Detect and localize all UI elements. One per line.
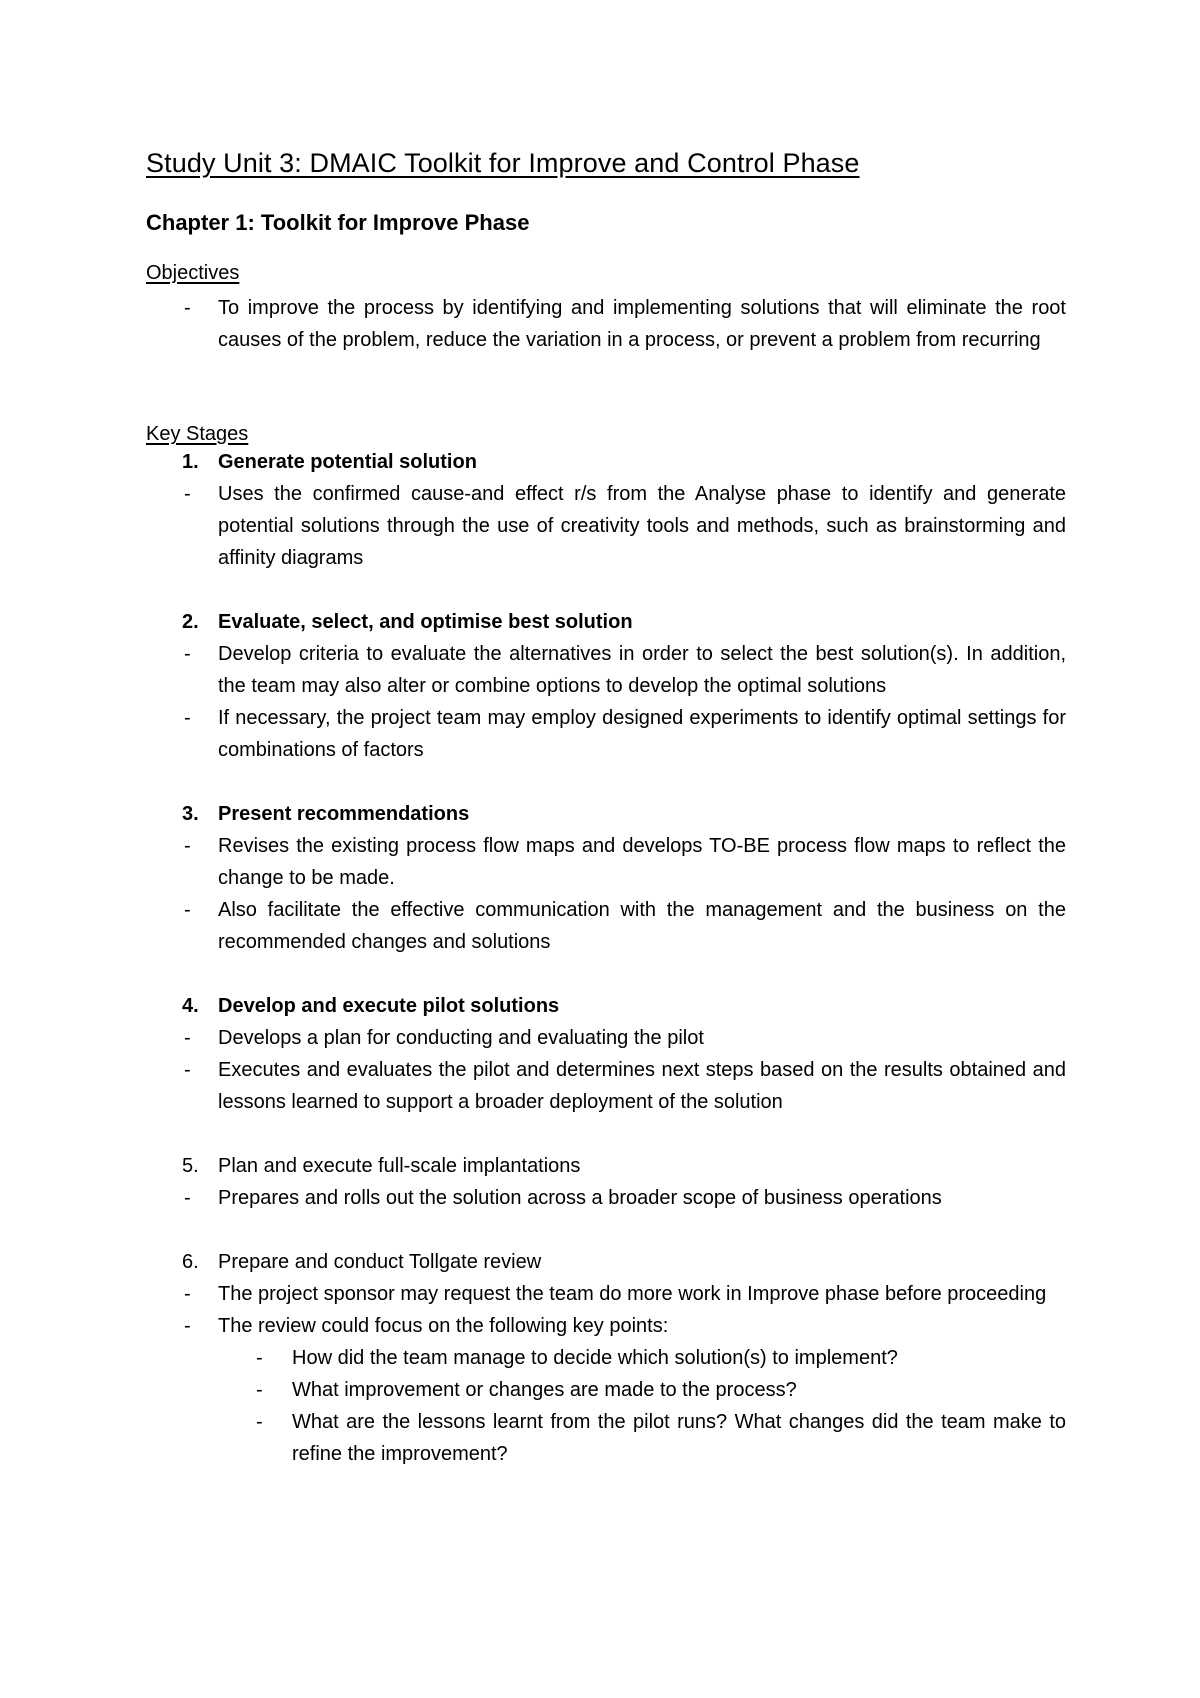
stage-title: Generate potential solution: [218, 451, 477, 473]
stage-number: 2.: [182, 611, 199, 633]
stage-6-subpoint: [146, 1406, 1066, 1470]
stage-6-point: [146, 1310, 1066, 1342]
stage-2-point: [146, 702, 1066, 766]
objective-text: To improve the process by identifying and implementing solutions that will eliminate the root causes of the problem, reduce the variation in a process, or prevent a problem from recurring: [218, 297, 1066, 351]
stage-point-text: The project sponsor may request the team do more work in Improve phase before proceeding: [218, 1283, 1047, 1305]
bullet-dash: -: [184, 835, 191, 857]
stage-point-text: Uses the confirmed cause-and effect r/s from the Analyse phase to identify and generate potential solutions through the use of creativity tools and methods, such as brainstorming and affinity diagrams: [218, 483, 1066, 569]
stage-point-text: Revises the existing process flow maps and develops TO-BE process flow maps to reflect the change to be made.: [218, 835, 1066, 889]
bullet-dash: -: [184, 483, 191, 505]
stage-5-point: [146, 1182, 1066, 1214]
stage-2-point: [146, 638, 1066, 702]
stage-number: 3.: [182, 803, 199, 825]
stage-1-point: [146, 478, 1066, 574]
stage-4-point: [146, 1054, 1066, 1118]
stage-3-point: [146, 830, 1066, 894]
key-stages-list: [146, 446, 1066, 1470]
stage-2-heading: [146, 606, 1066, 638]
bullet-dash: -: [184, 1187, 191, 1209]
stage-point-text: The review could focus on the following key points:: [218, 1315, 669, 1337]
stage-title: Prepare and conduct Tollgate review: [218, 1251, 542, 1273]
objective-item: [146, 292, 1066, 356]
chapter-heading: Chapter 1: Toolkit for Improve Phase: [146, 210, 530, 235]
stage-point-text: Prepares and rolls out the solution across a broader scope of business operations: [218, 1187, 942, 1209]
stage-6-point: [146, 1278, 1066, 1310]
bullet-dash: -: [256, 1379, 263, 1401]
stage-1-heading: [146, 446, 1066, 478]
stage-3-heading: [146, 798, 1066, 830]
bullet-dash: -: [256, 1411, 263, 1433]
bullet-dash: -: [184, 1315, 191, 1337]
stage-6-heading: [146, 1246, 1066, 1278]
bullet-dash: -: [184, 1027, 191, 1049]
bullet-dash: -: [184, 1059, 191, 1081]
stage-point-text: Executes and evaluates the pilot and determines next steps based on the results obtained and lessons learned to support a broader deployment of the solution: [218, 1059, 1066, 1113]
bullet-dash: -: [184, 707, 191, 729]
stage-4-heading: [146, 990, 1066, 1022]
stage-4-point: [146, 1022, 1066, 1054]
stage-number: 5.: [182, 1155, 199, 1177]
stage-point-text: Develops a plan for conducting and evaluating the pilot: [218, 1027, 704, 1049]
bullet-dash: -: [184, 1283, 191, 1305]
stage-point-text: Also facilitate the effective communication with the management and the business on the recommended changes and solutions: [218, 899, 1066, 953]
stage-title: Plan and execute full-scale implantations: [218, 1155, 581, 1177]
stage-number: 6.: [182, 1251, 199, 1273]
stage-5-heading: [146, 1150, 1066, 1182]
bullet-dash: -: [184, 297, 191, 319]
stage-number: 4.: [182, 995, 199, 1017]
objectives-list: [146, 292, 1066, 356]
subpoint-text: What are the lessons learnt from the pilot runs? What changes did the team make to refine the improvement?: [292, 1411, 1066, 1465]
key-stages-label: Key Stages: [146, 423, 249, 445]
stage-6-subpoint: [146, 1374, 1066, 1406]
stage-number: 1.: [182, 451, 199, 473]
stage-point-text: Develop criteria to evaluate the alternatives in order to select the best solution(s). In addition, the team may also alter or combine options to develop the optimal solutions: [218, 643, 1066, 697]
stage-title: Evaluate, select, and optimise best solution: [218, 611, 633, 633]
stage-point-text: If necessary, the project team may employ designed experiments to identify optimal settings for combinations of factors: [218, 707, 1066, 761]
stage-3-point: [146, 894, 1066, 958]
stage-title: Present recommendations: [218, 803, 470, 825]
bullet-dash: -: [184, 899, 191, 921]
stage-title: Develop and execute pilot solutions: [218, 995, 560, 1017]
subpoint-text: What improvement or changes are made to the process?: [292, 1379, 797, 1401]
bullet-dash: -: [184, 643, 191, 665]
bullet-dash: -: [256, 1347, 263, 1369]
objectives-label: Objectives: [146, 262, 240, 284]
document-title: Study Unit 3: DMAIC Toolkit for Improve and Control Phase: [146, 148, 860, 178]
stage-6-subpoint: [146, 1342, 1066, 1374]
subpoint-text: How did the team manage to decide which solution(s) to implement?: [292, 1347, 898, 1369]
